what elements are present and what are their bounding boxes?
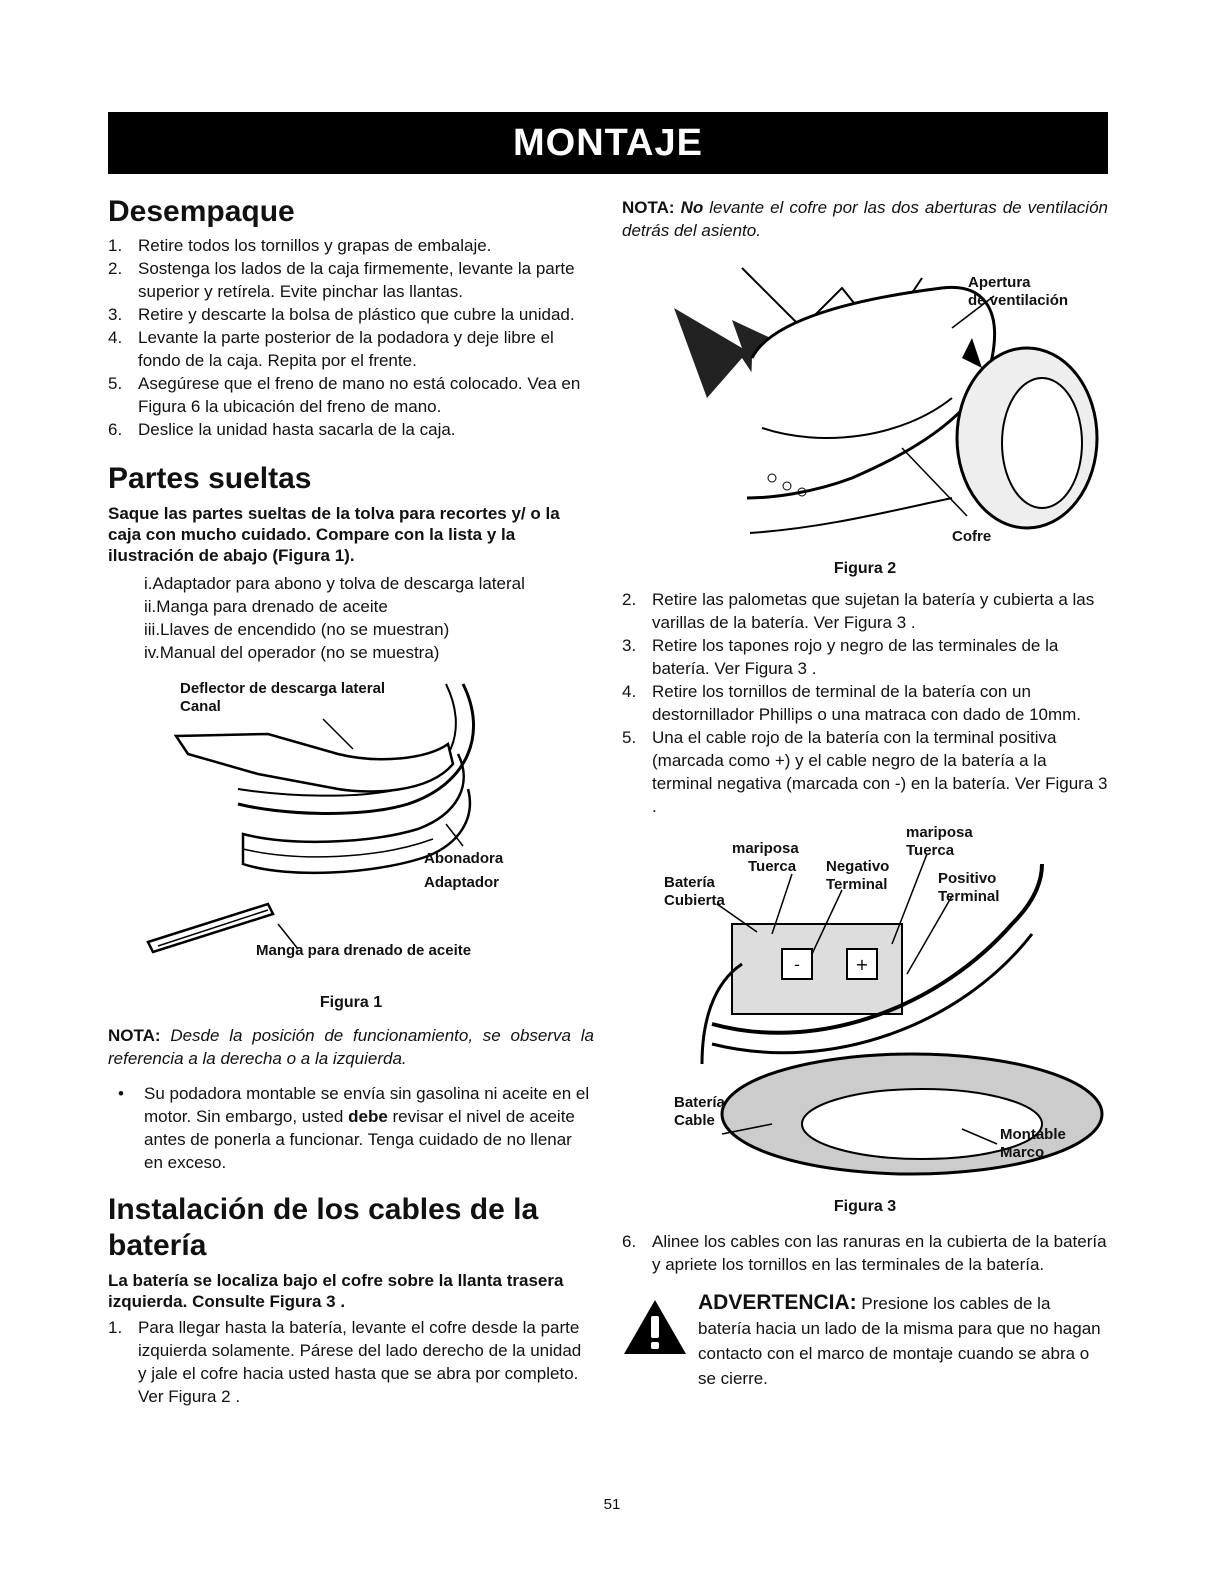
section-banner: MONTAJE <box>108 112 1108 174</box>
list-item: 4. Levante la parte posterior de la podadora y deje libre el fondo de la caja. Repita por el frente. <box>108 328 554 370</box>
label-manga: Manga para drenado de aceite <box>256 942 472 959</box>
label-adaptador: Adaptador <box>424 874 499 891</box>
battery-step-6 <box>622 1230 1108 1276</box>
note-text: Desde la posición de funcionamiento, se observa la referencia a la derecha o a la izquierda. <box>108 1026 594 1068</box>
list-item: 4. Retire los tornillos de terminal de la batería con un destornillador Phillips o una matraca con dado de 10mm. <box>622 682 1082 724</box>
right-column <box>622 190 1108 1391</box>
unpacking-steps <box>108 234 594 441</box>
list-item: 3. Retire y descarte la bolsa de plástico que cubre la unidad. <box>108 305 575 324</box>
battery-intro: La batería se localiza bajo el cofre sobre la llanta trasera izquierda. Consulte Figura 3 . <box>108 1271 564 1311</box>
list-item: 6. Deslice la unidad hasta sacarla de la caja. <box>108 420 456 439</box>
warning-icon <box>622 1298 688 1356</box>
figure-1-illustration <box>108 674 594 984</box>
list-item: iv.Manual del operador (no se muestra) <box>144 643 440 662</box>
label-cubierta: Cubierta <box>664 892 725 909</box>
list-item: i.Adaptador para abono y tolva de descarga lateral <box>144 574 525 593</box>
list-item: ii.Manga para drenado de aceite <box>144 597 388 616</box>
label-positivo: Positivo <box>938 870 997 887</box>
note-vent: NOTA: No levante el cofre por las dos aberturas de ventilación detrás del asiento. <box>622 198 1108 240</box>
label-apertura: Apertura <box>968 274 1031 291</box>
list-item: 3. Retire los tapones rojo y negro de las terminales de la batería. Ver Figura 3 . <box>622 636 1059 678</box>
warning-title: ADVERTENCIA: <box>698 1291 857 1314</box>
bullet-list <box>108 1082 594 1174</box>
label-tuerca-left: Tuerca <box>748 858 797 875</box>
loose-parts-intro: Saque las partes sueltas de la tolva para recortes y/ o la caja con mucho cuidado. Compare con la lista y la ilustración de abajo (Figura 1). <box>108 504 560 565</box>
figure-2-caption: Figura 2 <box>833 560 897 577</box>
label-terminal-neg: Terminal <box>826 876 888 893</box>
battery-steps <box>108 1316 594 1408</box>
list-item: 5. Asegúrese que el freno de mano no está colocado. Vea en Figura 6 la ubicación del freno de mano. <box>108 374 581 416</box>
label-tuerca-right: Tuerca <box>906 842 955 859</box>
label-marco: Marco <box>1000 1144 1045 1161</box>
label-abonadora: Abonadora <box>424 850 504 867</box>
unpacking-heading: Desempaque <box>108 195 295 228</box>
list-item: 2. Retire las palometas que sujetan la batería y cubierta a las varillas de la batería. Ver Figura 3 . <box>622 590 1095 632</box>
left-column <box>108 190 594 1408</box>
figure-2 <box>622 248 1108 558</box>
list-item: • Su podadora montable se envía sin gasolina ni aceite en el motor. Sin embargo, usted debe revisar el nivel de aceite antes de ponerla a funcionar. Tenga cuidado de no llenar en exceso. <box>118 1084 590 1172</box>
battery-heading: Instalación de los cables de la batería <box>108 1193 539 1262</box>
note-position <box>108 1024 594 1070</box>
figure-3 <box>622 824 1108 1194</box>
list-item: 1. Para llegar hasta la batería, levante el cofre desde la parte izquierda solamente. Párese del lado derecho de la unidad y jale el cofre hacia usted hasta que se abra por completo. Ver Figura 2 . <box>108 1318 582 1406</box>
label-bateria-top: Batería <box>664 874 715 891</box>
list-item: 5. Una el cable rojo de la batería con la terminal positiva (marcada como +) y el cable negro de la batería a la terminal negativa (marcada con -) en la batería. Ver Figura 3 . <box>622 728 1108 816</box>
list-item: iii.Llaves de encendido (no se muestran) <box>144 620 450 639</box>
list-item: 6. Alinee los cables con las ranuras en la cubierta de la batería y apriete los tornillos en las terminales de la batería. <box>622 1232 1107 1274</box>
warning-block <box>622 1290 1108 1391</box>
label-mariposa-left: mariposa <box>732 840 799 857</box>
svg-text:-: - <box>794 955 800 974</box>
label-terminal-pos: Terminal <box>938 888 1000 905</box>
label-ventilacion: de ventilación <box>968 292 1069 309</box>
figure-1 <box>108 674 594 994</box>
label-deflector: Deflector de descarga lateral <box>180 680 386 697</box>
list-item: 1. Retire todos los tornillos y grapas de embalaje. <box>108 236 492 255</box>
figure-3-caption: Figura 3 <box>833 1198 897 1215</box>
label-cable: Cable <box>674 1112 715 1129</box>
label-negativo: Negativo <box>826 858 890 875</box>
label-montable: Montable <box>1000 1126 1066 1143</box>
svg-text:+: + <box>855 955 869 974</box>
label-bateria-bottom: Batería <box>674 1094 725 1111</box>
label-mariposa-right: mariposa <box>906 824 973 841</box>
label-canal: Canal <box>180 698 221 715</box>
note-label: NOTA: <box>108 1026 161 1045</box>
warning-text: ADVERTENCIA: Presione los cables de la batería hacia un lado de la misma para que no hagan contacto con el marco de montaje cuando se abra o se cierre. <box>698 1291 1101 1388</box>
figure-1-caption: Figura 1 <box>319 994 383 1011</box>
page-number: 51 <box>603 1496 621 1513</box>
label-cofre: Cofre <box>952 528 992 545</box>
loose-parts-list <box>108 572 594 664</box>
loose-parts-heading: Partes sueltas <box>108 462 312 495</box>
list-item: 2. Sostenga los lados de la caja firmemente, levante la parte superior y retírela. Evite pinchar las llantas. <box>108 259 575 301</box>
battery-steps-continued <box>622 588 1108 818</box>
